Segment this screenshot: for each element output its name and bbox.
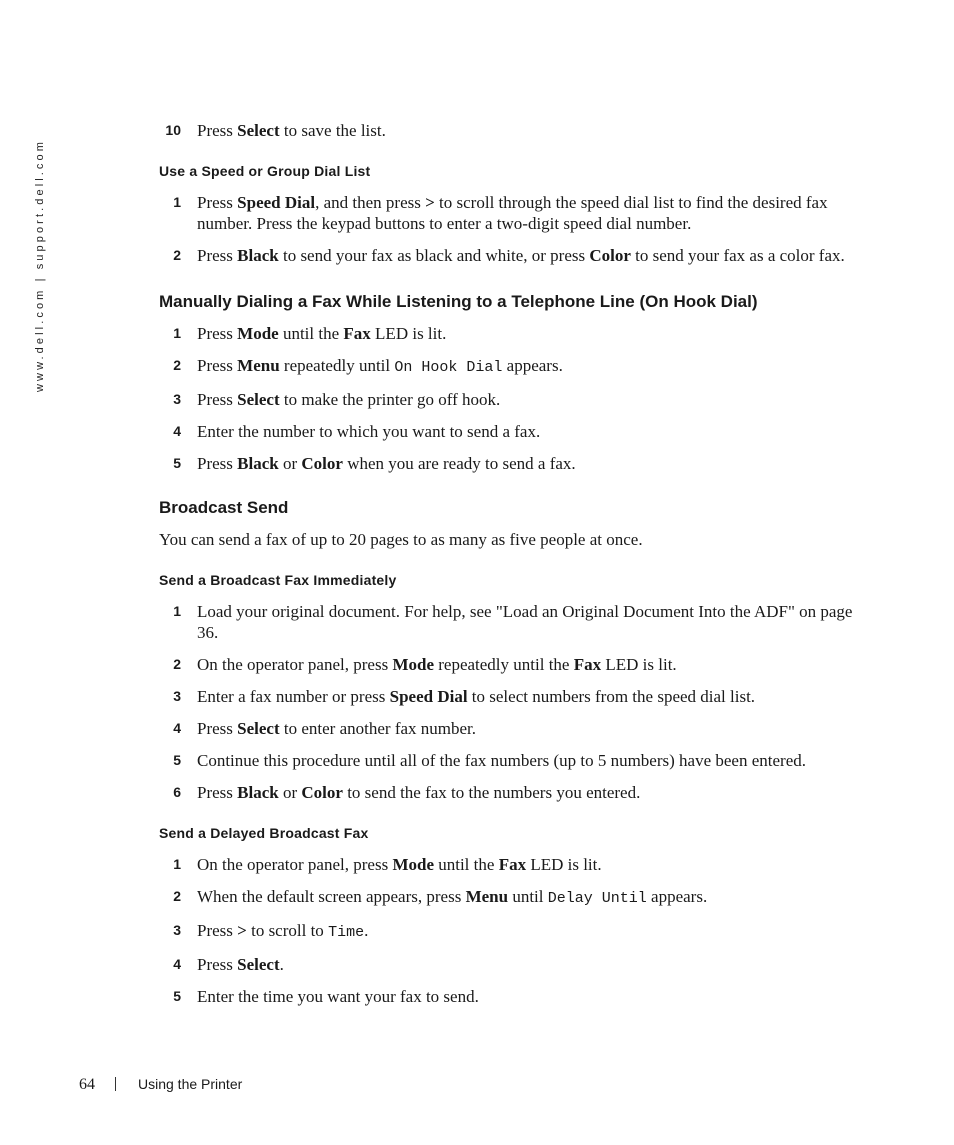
step-number: 3 — [173, 391, 181, 407]
list-item: 10 Press Select to save the list. — [159, 120, 859, 141]
step-number: 2 — [173, 247, 181, 263]
section-heading-broadcast: Broadcast Send — [159, 498, 289, 517]
list-item: 3 Enter a fax number or press Speed Dial to select numbers from the speed dial list. — [159, 686, 859, 707]
list-item: 2 On the operator panel, press Mode repeatedly until the Fax LED is lit. — [159, 654, 859, 675]
step-number: 5 — [173, 752, 181, 768]
list-item: 2 Press Black to send your fax as black and white, or press Color to send your fax as a color fax. — [159, 245, 859, 266]
list-item: 6 Press Black or Color to send the fax to the numbers you entered. — [159, 782, 859, 803]
side-url: www.dell.com | support.dell.com — [34, 138, 46, 392]
step-number: 4 — [173, 720, 181, 736]
list-item: 5 Press Black or Color when you are ready to send a fax. — [159, 453, 859, 474]
step-number: 3 — [173, 688, 181, 704]
page-footer — [79, 1076, 242, 1094]
step-number: 2 — [173, 656, 181, 672]
step-number: 2 — [173, 357, 181, 373]
list-item: 5 Enter the time you want your fax to send. — [159, 986, 859, 1007]
page-number: 64 — [79, 1076, 95, 1093]
list-item: 1 Press Speed Dial, and then press > to scroll through the speed dial list to find the desired fax number. Press the keypad buttons to enter a two-digit speed dial number. — [159, 192, 859, 234]
step-number: 5 — [173, 455, 181, 471]
section-heading-broadcast-delayed: Send a Delayed Broadcast Fax — [159, 825, 369, 841]
list-item: 1 On the operator panel, press Mode until the Fax LED is lit. — [159, 854, 859, 875]
step-number: 6 — [173, 784, 181, 800]
step-number: 3 — [173, 922, 181, 938]
list-item: 2 Press Menu repeatedly until On Hook Dial appears. — [159, 355, 859, 378]
step-number: 1 — [173, 856, 181, 872]
list-item: 4 Press Select to enter another fax number. — [159, 718, 859, 739]
step-number: 1 — [173, 603, 181, 619]
section-heading-on-hook: Manually Dialing a Fax While Listening to a Telephone Line (On Hook Dial) — [159, 292, 758, 311]
list-item: 3 Press > to scroll to Time. — [159, 920, 859, 943]
footer-divider — [115, 1077, 116, 1091]
list-item: 1 Load your original document. For help, see "Load an Original Document Into the ADF" on page 36. — [159, 601, 859, 643]
list-item: 4 Enter the number to which you want to send a fax. — [159, 421, 859, 442]
step-number: 1 — [173, 325, 181, 341]
step-number: 10 — [165, 122, 181, 138]
broadcast-intro: You can send a fax of up to 20 pages to as many as five people at once. — [159, 530, 643, 549]
list-item: 4 Press Select. — [159, 954, 859, 975]
step-number: 4 — [173, 956, 181, 972]
page-content — [159, 120, 859, 1018]
list-item: 5 Continue this procedure until all of the fax numbers (up to 5 numbers) have been entered. — [159, 750, 859, 771]
list-item: 2 When the default screen appears, press Menu until Delay Until appears. — [159, 886, 859, 909]
section-heading-speed-dial: Use a Speed or Group Dial List — [159, 163, 371, 179]
chapter-title: Using the Printer — [138, 1076, 243, 1092]
list-item: 3 Press Select to make the printer go off hook. — [159, 389, 859, 410]
section-heading-broadcast-immediate: Send a Broadcast Fax Immediately — [159, 572, 397, 588]
step-number: 2 — [173, 888, 181, 904]
step-number: 5 — [173, 988, 181, 1004]
step-number: 1 — [173, 194, 181, 210]
step-number: 4 — [173, 423, 181, 439]
list-item: 1 Press Mode until the Fax LED is lit. — [159, 323, 859, 344]
